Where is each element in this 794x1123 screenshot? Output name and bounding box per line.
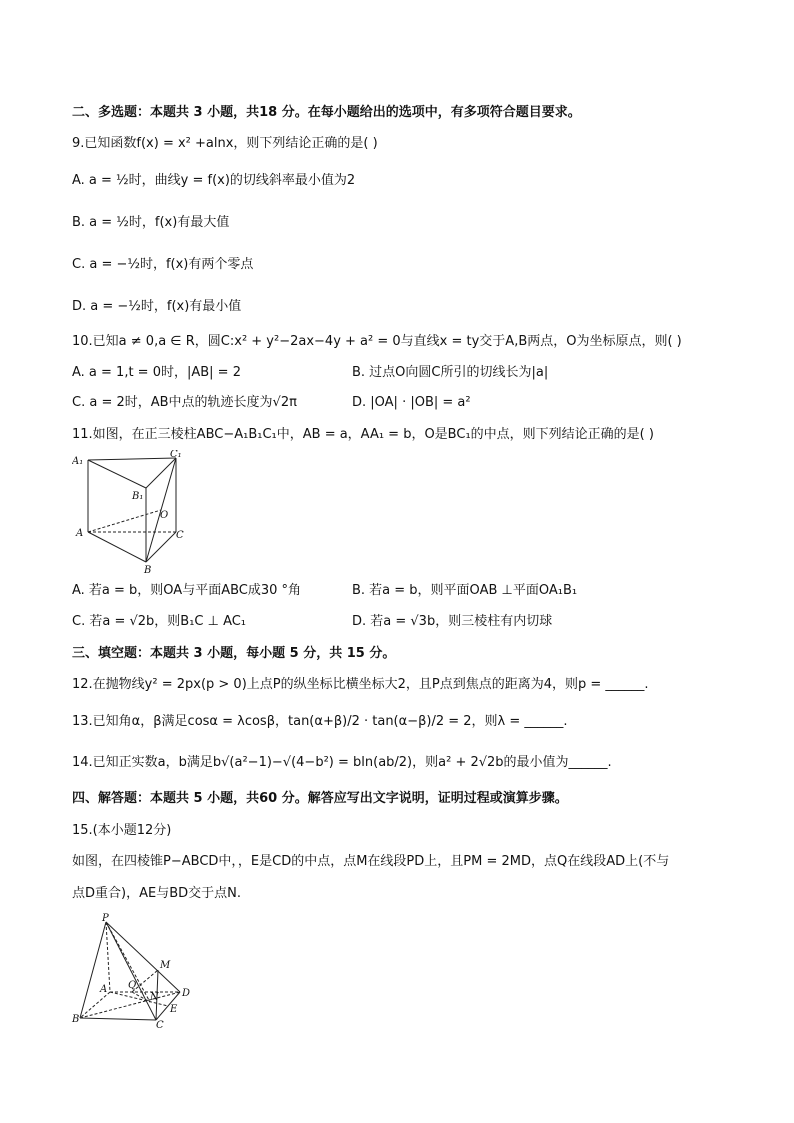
label-p: P xyxy=(102,913,109,924)
edge-a-b xyxy=(88,532,146,562)
q13-text: 13.已知角α，β满足cosα = λcosβ，tan(α+β)/2 · tan(α−β)/2 = 2，则λ = ______. xyxy=(72,714,568,729)
label-m: M xyxy=(160,960,171,971)
edge-b-c xyxy=(80,1018,156,1020)
q11-option-a: A. 若a = b，则OA与平面ABC成30 °角 xyxy=(72,583,302,598)
q9-option-a: A. a = ½时，曲线y = f(x)的切线斜率最小值为2 xyxy=(72,173,356,188)
q9-option-c: C. a = −½时，f(x)有两个零点 xyxy=(72,257,254,272)
label-q: Q xyxy=(128,980,137,991)
edge-a1-b1 xyxy=(88,460,146,488)
q9-option-d: D. a = −½时，f(x)有最小值 xyxy=(72,299,242,314)
q9-stem: 9.已知函数f(x) = x² +alnx，则下列结论正确的是( ) xyxy=(72,136,378,151)
label-b: B xyxy=(72,1014,80,1025)
q10-option-b: B. 过点O向圆C所引的切线长为|a| xyxy=(352,365,549,380)
q11-prism-figure xyxy=(72,450,194,574)
q15-pyramid-figure xyxy=(70,912,198,1028)
edge-a-o xyxy=(88,510,161,532)
label-a1: A₁ xyxy=(72,456,84,467)
q11-option-d: D. 若a = √3b，则三棱柱有内切球 xyxy=(352,614,553,629)
q9-option-b: B. a = ½时，f(x)有最大值 xyxy=(72,215,230,230)
q10-stem: 10.已知a ≠ 0,a ∈ R，圆C:x² + y²−2ax−4y + a² = 0与直线x = ty交于A,B两点，O为坐标原点，则( ) xyxy=(72,334,682,349)
q11-stem: 11.如图，在正三棱柱ABC−A₁B₁C₁中，AB = a，AA₁ = b，O是BC₁的中点，则下列结论正确的是( ) xyxy=(72,427,654,442)
label-n: N xyxy=(150,992,159,1003)
q10-option-d: D. |OA| · |OB| = a² xyxy=(352,395,471,410)
q15-line1: 如图，在四棱锥P−ABCD中，，E是CD的中点，点M在线段PD上，且PM = 2MD，点Q在线段AD上(不与 xyxy=(72,854,670,869)
edge-a1-c1 xyxy=(88,458,176,460)
section2-heading: 二、多选题：本题共 3 小题，共18 分。在每小题给出的选项中，有多项符合题目要求。 xyxy=(72,105,581,120)
label-c: C xyxy=(156,1020,164,1028)
q15-line2: 点D重合)，AE与BD交于点N. xyxy=(72,886,241,901)
label-b: B xyxy=(144,565,152,574)
edge-p-d xyxy=(106,922,180,992)
label-o: O xyxy=(160,510,169,521)
q11-option-c: C. 若a = √2b，则B₁C ⊥ AC₁ xyxy=(72,614,247,629)
edge-a-e xyxy=(110,992,168,1006)
q10-option-a: A. a = 1,t = 0时，|AB| = 2 xyxy=(72,365,241,380)
q15-header: 15.(本小题12分) xyxy=(72,823,172,838)
label-d: D xyxy=(182,988,191,999)
q14-text: 14.已知正实数a，b满足b√(a²−1)−√(4−b²) = bln(ab/2)，则a² + 2√2b的最小值为______. xyxy=(72,755,612,770)
q12-text: 12.在抛物线y² = 2px(p > 0)上点P的纵坐标比横坐标大2，且P点到焦点的距离为4，则p = ______. xyxy=(72,677,649,692)
q11-option-b: B. 若a = b，则平面OAB ⊥平面OA₁B₁ xyxy=(352,583,578,598)
label-a: A xyxy=(100,984,108,995)
section3-heading: 三、填空题：本题共 3 小题，每小题 5 分，共 15 分。 xyxy=(72,646,396,661)
label-c1: C₁ xyxy=(170,450,182,460)
edge-p-a xyxy=(106,922,110,992)
label-c: C xyxy=(176,530,184,541)
edge-p-b xyxy=(80,922,106,1018)
section4-heading: 四、解答题：本题共 5 小题，共60 分。解答应写出文字说明，证明过程或演算步骤。 xyxy=(72,791,568,806)
q10-option-c: C. a = 2时，AB中点的轨迹长度为√2π xyxy=(72,395,297,410)
label-a: A xyxy=(76,528,84,539)
edge-p-c xyxy=(106,922,156,1020)
label-e: E xyxy=(170,1004,178,1015)
label-b1: B₁ xyxy=(132,491,144,502)
